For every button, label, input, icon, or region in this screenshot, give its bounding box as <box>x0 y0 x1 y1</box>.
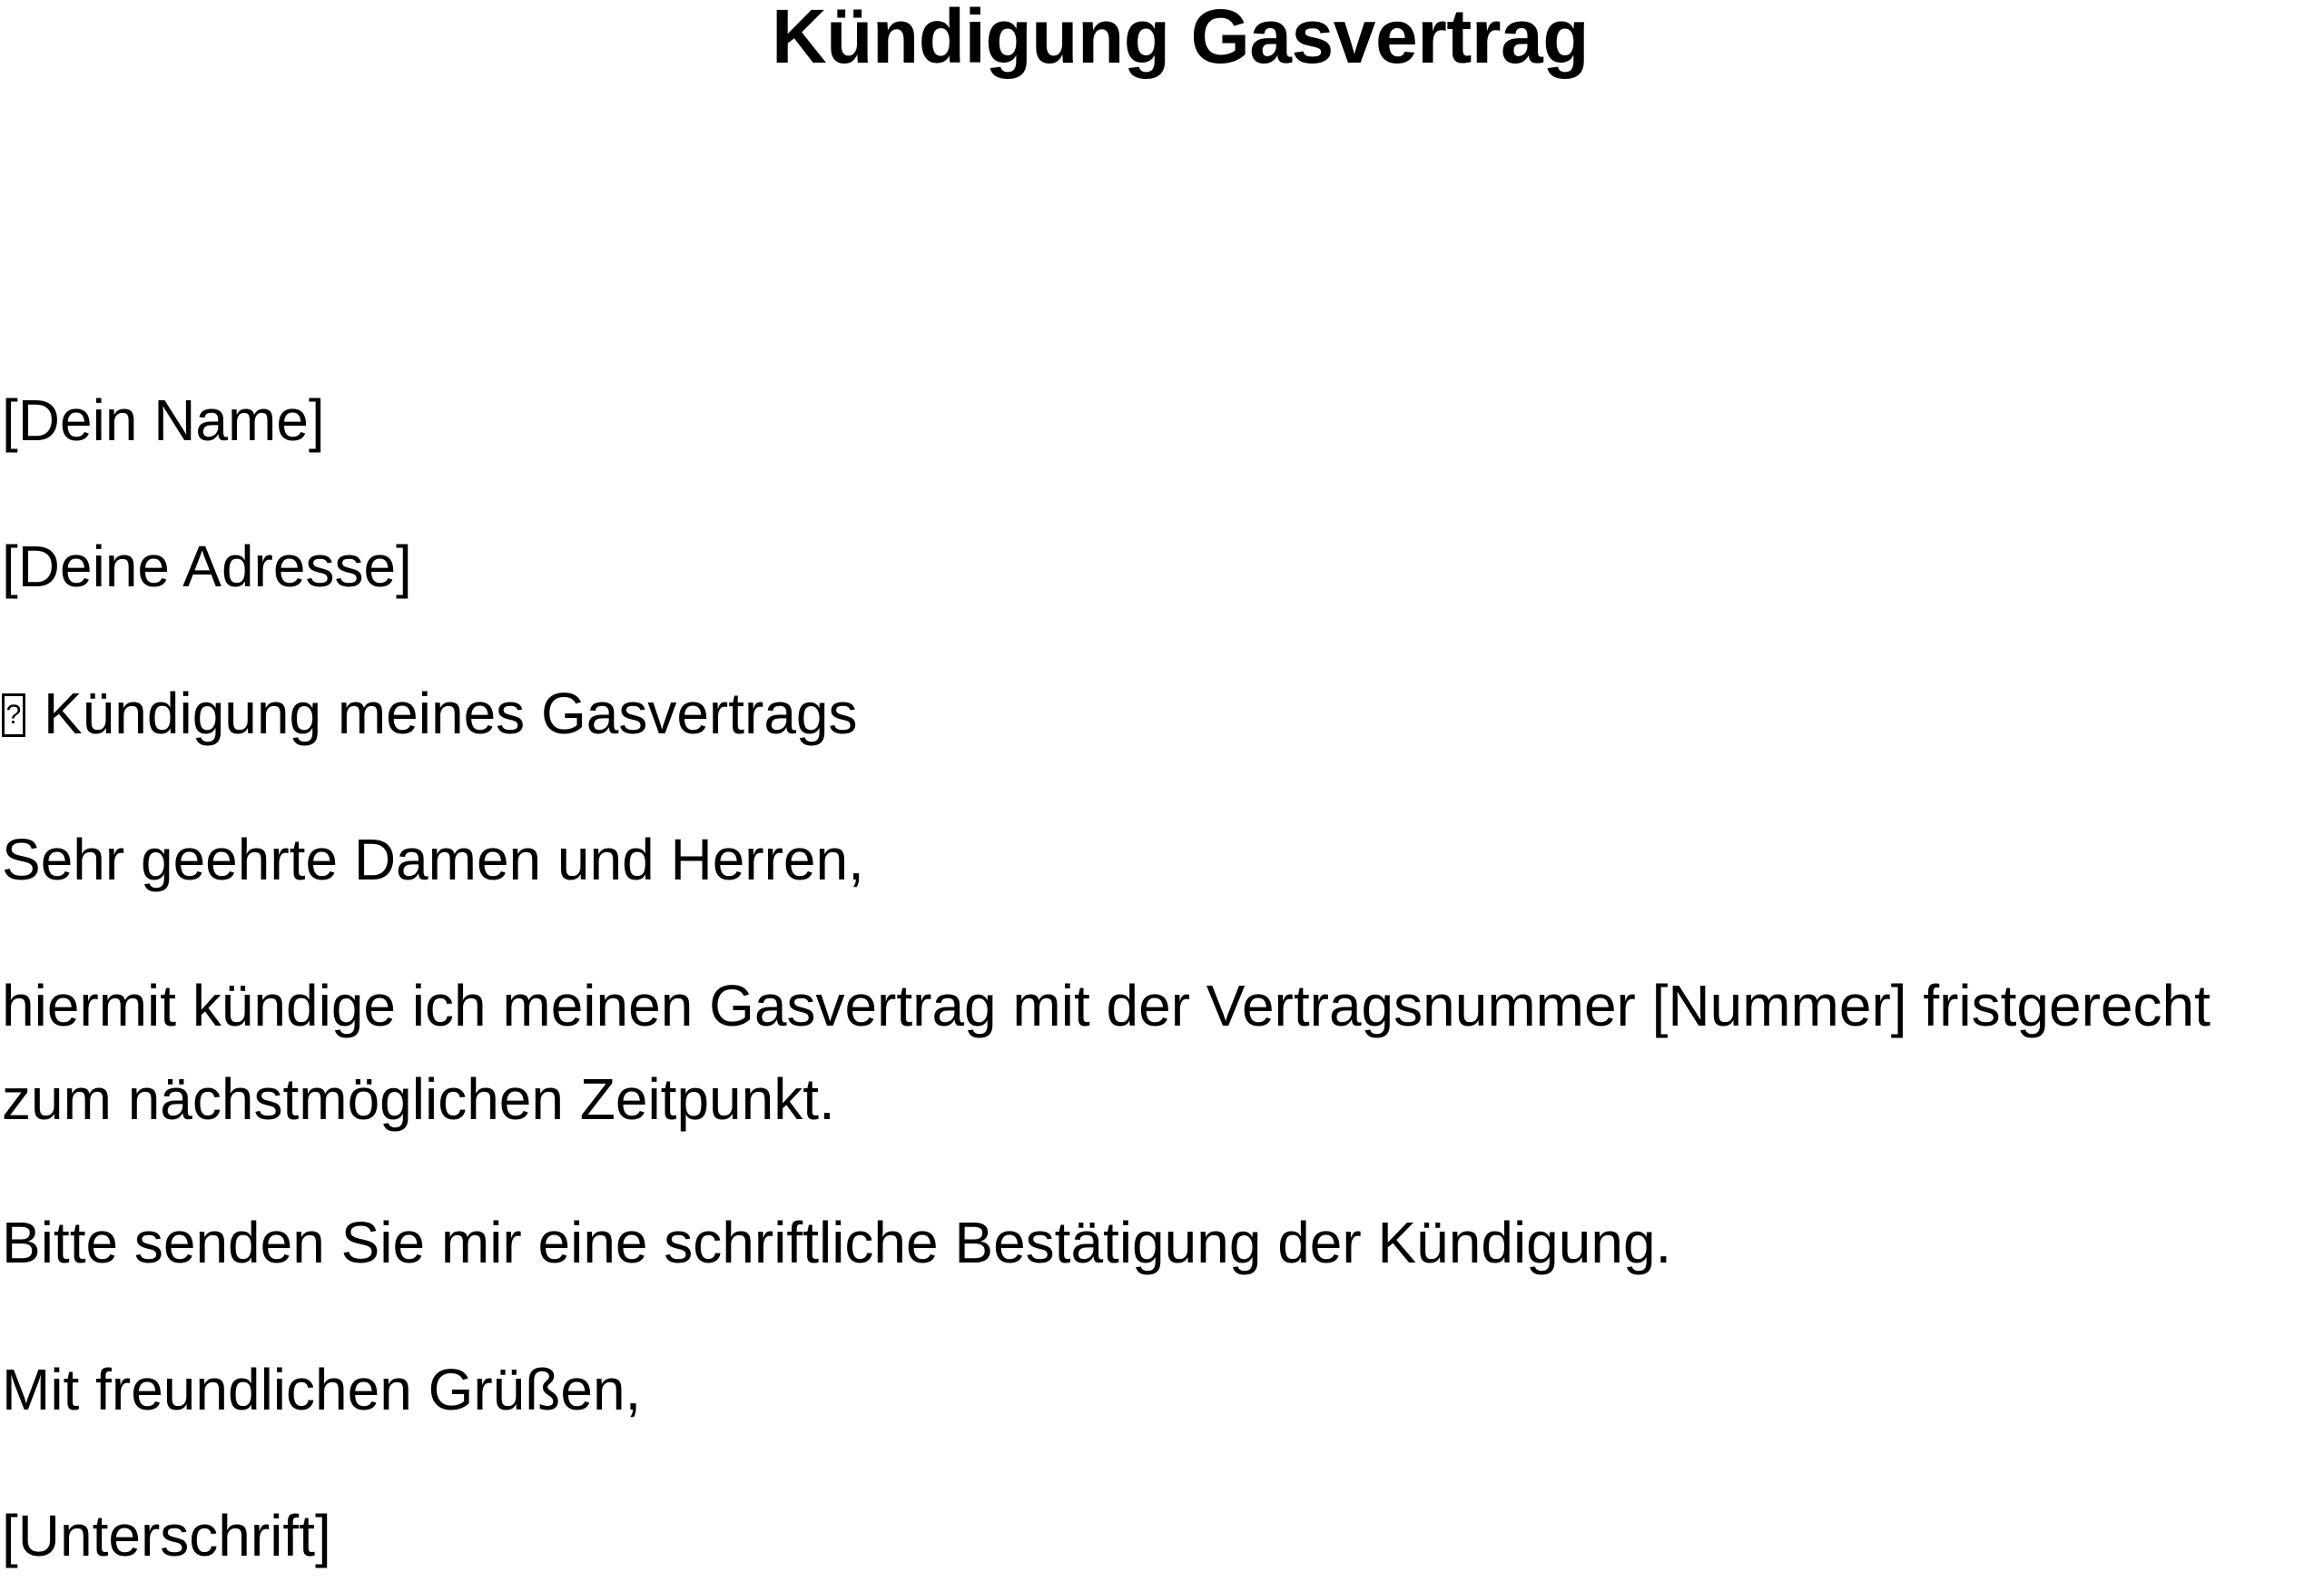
subject-text: Kündigung meines Gasvertrags <box>44 681 858 746</box>
confirmation-request: Bitte senden Sie mir eine schriftliche Bestätigung der Kündigung. <box>2 1210 1672 1275</box>
missing-glyph-icon <box>2 693 25 737</box>
sender-address: [Deine Adresse] <box>2 534 412 599</box>
sender-name: [Dein Name] <box>2 388 325 453</box>
salutation: Sehr geehrte Damen und Herren, <box>2 827 864 892</box>
body-line-2: zum nächstmöglichen Zeitpunkt. <box>2 1066 835 1132</box>
signature: [Unterschrift] <box>2 1503 331 1568</box>
closing: Mit freundlichen Grüßen, <box>2 1357 642 1422</box>
body-line-1: hiermit kündige ich meinen Gasvertrag mit der Vertragsnummer [Nummer] fristgerecht <box>2 973 2211 1038</box>
document-title: Kündigung Gasvertrag <box>771 0 1590 79</box>
subject-line <box>2 667 858 760</box>
